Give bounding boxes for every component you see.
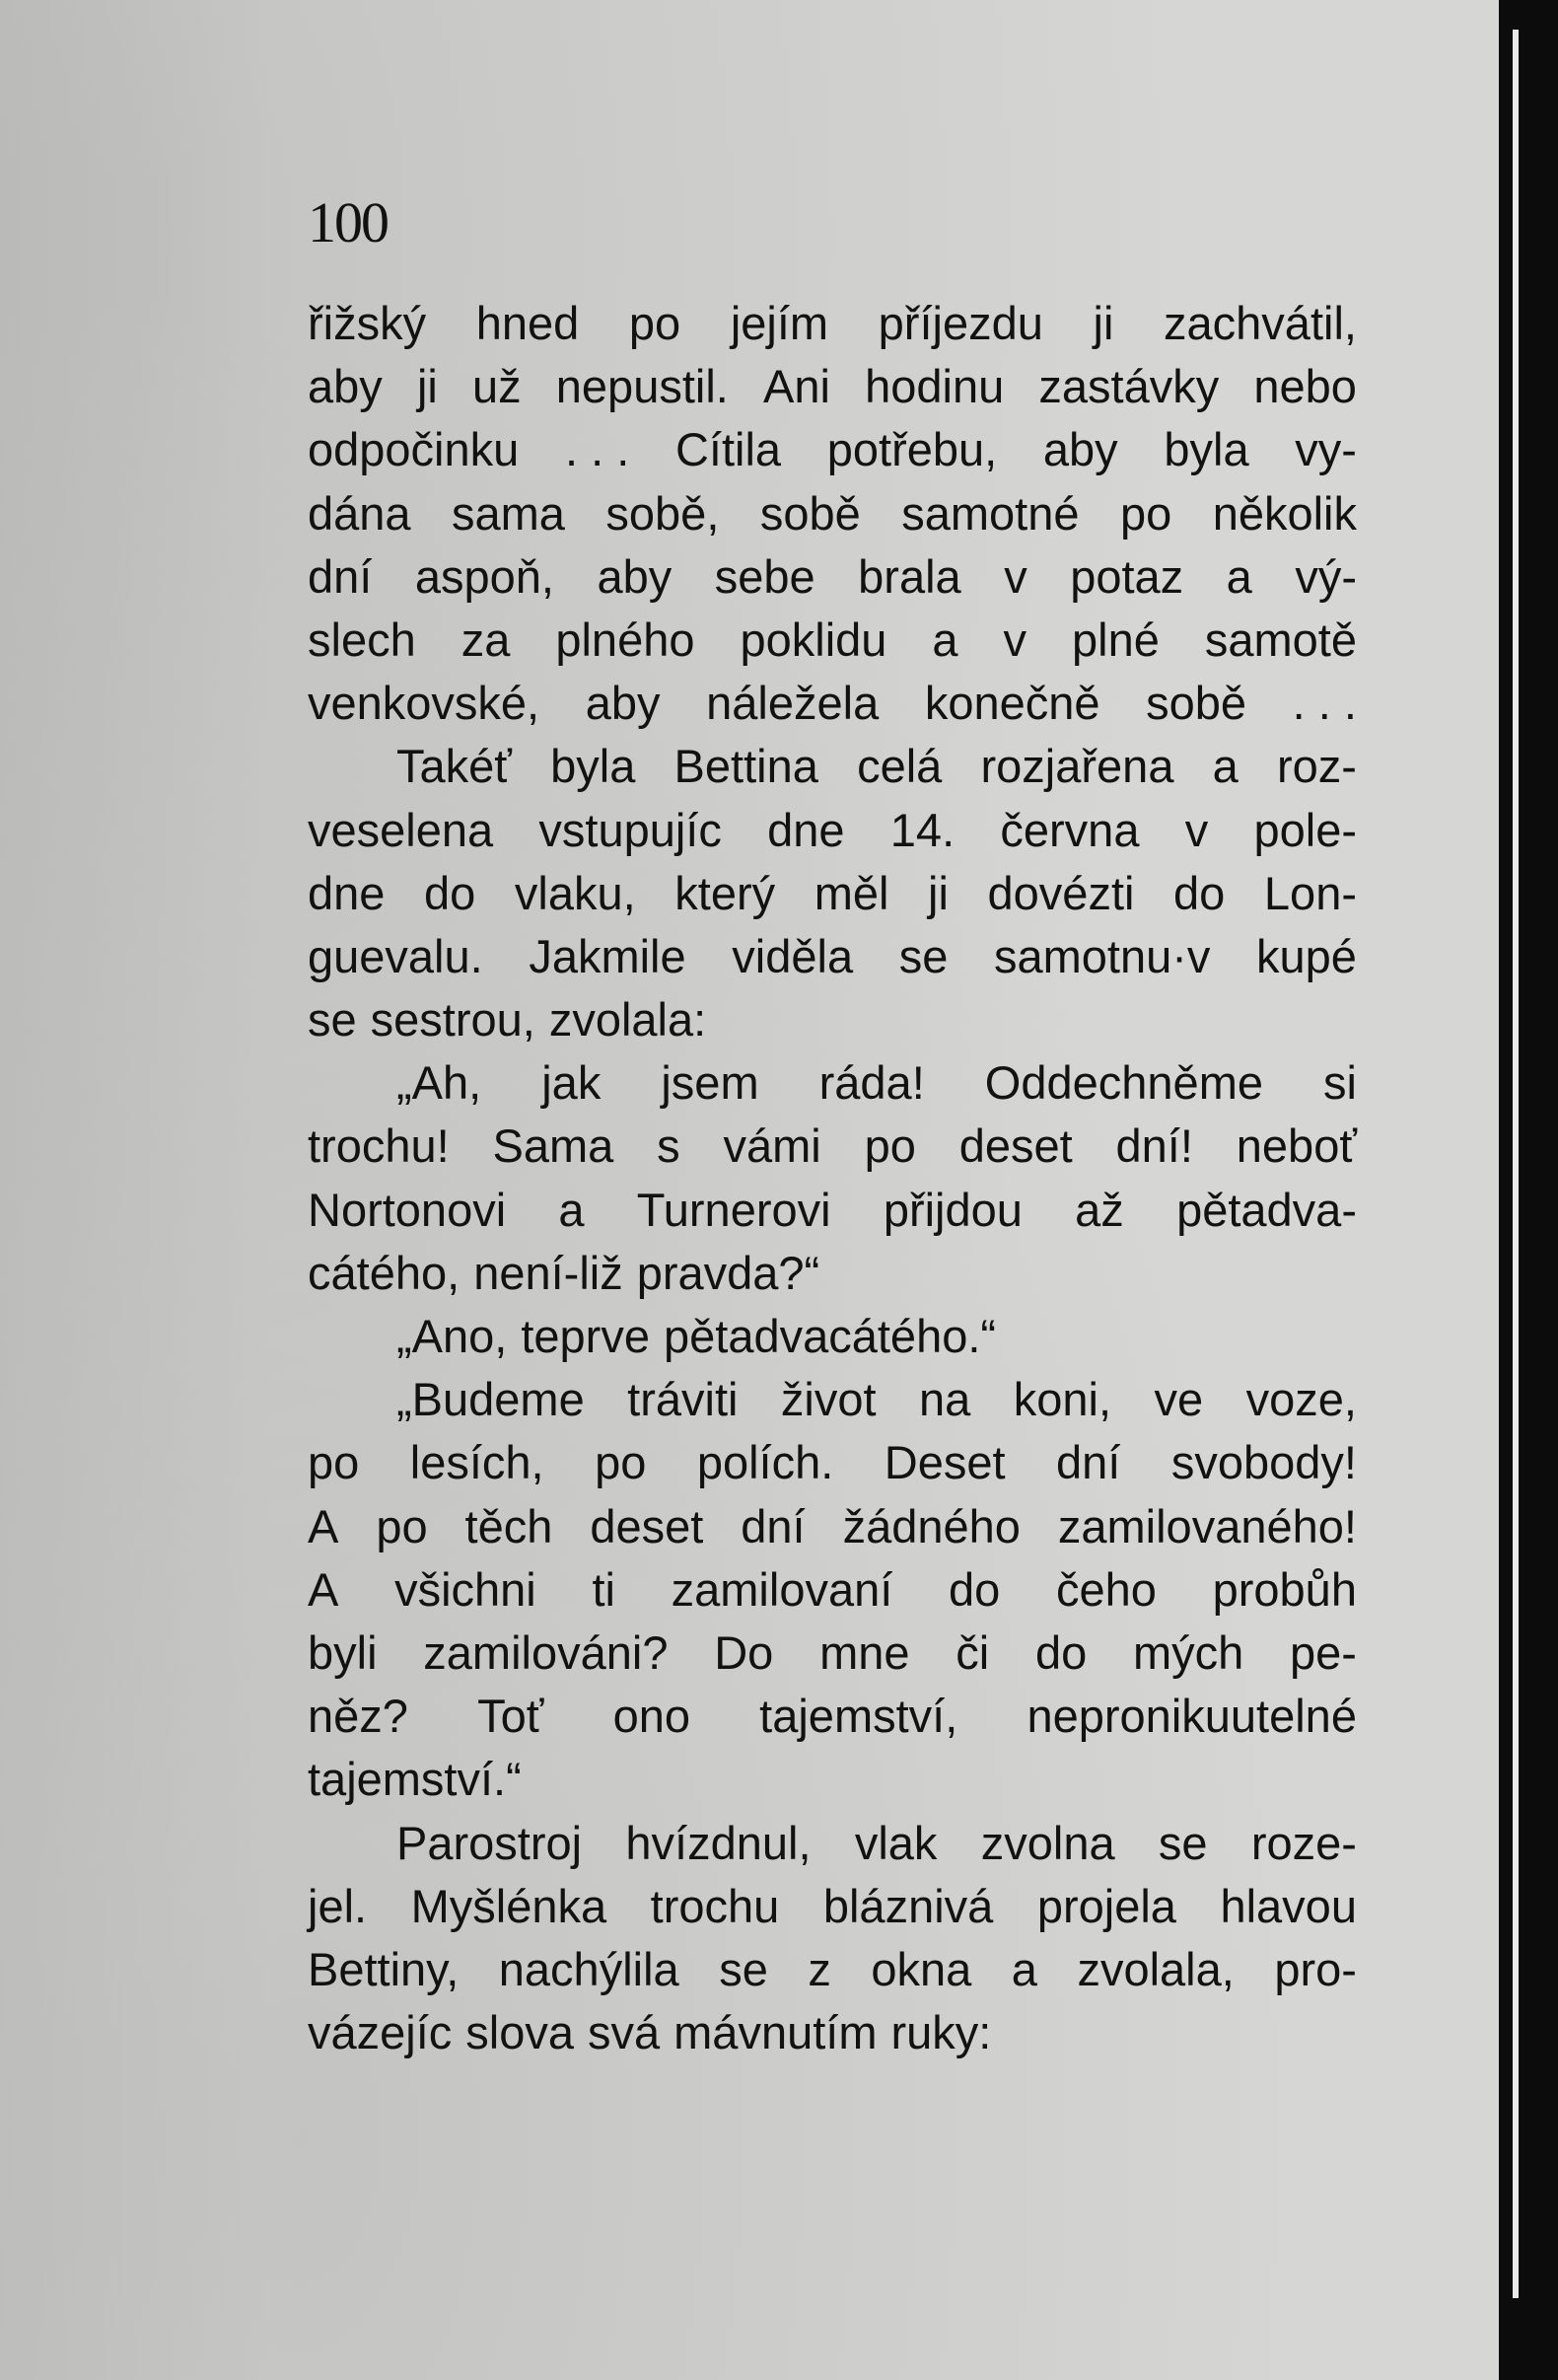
text-line	[308, 988, 1357, 1051]
word: „Ano,	[396, 1310, 508, 1362]
text-line	[308, 672, 1357, 735]
word: Sama	[492, 1119, 614, 1173]
text-line	[308, 1495, 1357, 1558]
word: hodinu	[865, 360, 1005, 413]
word: sobě	[1146, 677, 1247, 730]
word: Bettiny,	[308, 1942, 460, 1995]
text-line	[308, 1431, 1357, 1494]
word: polích.	[696, 1436, 834, 1489]
word: koni,	[1013, 1373, 1112, 1426]
word: těch	[464, 1499, 553, 1552]
word: a	[558, 1183, 585, 1236]
word: zvolna	[980, 1816, 1115, 1869]
word: plného	[555, 613, 695, 666]
word: ve	[1154, 1373, 1204, 1426]
word: nepronikuutelné	[1027, 1690, 1357, 1743]
text-line	[308, 1179, 1357, 1242]
text-line	[308, 735, 1357, 798]
word: lesích,	[409, 1436, 544, 1489]
word: všichni	[394, 1562, 536, 1616]
word: slova	[465, 2006, 575, 2059]
word: slech	[308, 613, 416, 666]
word: „Ah,	[396, 1056, 482, 1110]
word: vy-	[1295, 423, 1357, 476]
page-edge	[1499, 0, 1558, 2380]
word: zvolala:	[548, 993, 707, 1046]
word: zvolala,	[1077, 1942, 1235, 1995]
word: vázejíc	[308, 2006, 453, 2059]
word: a	[1212, 740, 1239, 793]
word: mávnutím	[673, 2006, 878, 2059]
word: trochu	[650, 1879, 780, 1932]
word: řižský	[308, 297, 427, 349]
word: do	[1173, 866, 1226, 919]
text-line	[308, 2001, 1357, 2064]
word: okna	[871, 1942, 972, 1995]
word: ji	[928, 866, 949, 919]
word: po	[595, 1436, 647, 1489]
word: nebo	[1253, 360, 1357, 413]
word: voze,	[1245, 1373, 1357, 1426]
word: příjezdu	[878, 297, 1043, 349]
word: nachýlila	[498, 1942, 679, 1995]
word: zastávky	[1038, 360, 1220, 413]
word: potřebu,	[826, 423, 998, 476]
word: tajemství,	[759, 1690, 958, 1743]
word: něz?	[308, 1690, 408, 1743]
text-line	[308, 925, 1357, 988]
word: pro-	[1274, 1942, 1357, 1995]
word: Oddechněme	[984, 1056, 1263, 1110]
word: pole-	[1253, 803, 1357, 856]
word: zamilovaného!	[1057, 1499, 1357, 1552]
word: z	[808, 1942, 831, 1995]
word: trochu!	[308, 1119, 450, 1173]
word: měl	[814, 866, 889, 919]
word: Cítila	[674, 423, 782, 476]
word: Ani	[763, 360, 830, 413]
word: nepustil.	[555, 360, 729, 413]
word: tráviti	[627, 1373, 739, 1426]
word: za	[460, 613, 511, 666]
word: roze-	[1250, 1816, 1357, 1869]
word: či	[956, 1625, 990, 1679]
word: zamilovaní	[671, 1562, 893, 1616]
word: hned	[475, 297, 580, 349]
word: se	[1158, 1816, 1208, 1869]
word: kupé	[1256, 929, 1357, 982]
word: tajemství.“	[308, 1753, 522, 1806]
text-line	[308, 545, 1357, 609]
word: teprve	[521, 1310, 650, 1362]
word: ono	[612, 1690, 690, 1743]
word: konečně	[924, 677, 1100, 730]
word: hvízdnul,	[625, 1816, 812, 1869]
word: aby	[585, 677, 661, 730]
word: dovézti	[987, 866, 1135, 919]
text-line	[308, 1115, 1357, 1178]
word: Do	[714, 1625, 774, 1679]
word: a	[1011, 1942, 1037, 1995]
word: aspoň,	[414, 549, 554, 603]
word: který	[674, 866, 776, 919]
word: sestrou,	[370, 993, 535, 1046]
word: vý-	[1295, 549, 1357, 603]
word: roz-	[1277, 740, 1357, 793]
word: vámi	[723, 1119, 821, 1173]
word: Nortonovi	[308, 1183, 507, 1236]
word: vlak	[854, 1816, 938, 1869]
word: svá	[588, 2006, 661, 2059]
word: neboť	[1236, 1119, 1357, 1173]
word: jejím	[730, 297, 829, 349]
word: mých	[1132, 1625, 1244, 1679]
word: guevalu.	[308, 929, 483, 982]
word: A	[308, 1499, 339, 1552]
word: v	[1004, 549, 1027, 603]
word: žádného	[842, 1499, 1021, 1552]
word: a	[932, 613, 958, 666]
page-edge-line	[1513, 30, 1519, 2298]
word: Myšlénka	[410, 1879, 607, 1932]
word: až	[1075, 1183, 1124, 1236]
word: se	[898, 929, 949, 982]
text-line	[308, 609, 1357, 672]
word: jel.	[308, 1879, 368, 1932]
word: 14.	[889, 803, 956, 856]
word: už	[471, 360, 522, 413]
word: Toť	[477, 1690, 544, 1743]
text-line	[308, 1622, 1357, 1685]
word: ji	[1093, 297, 1114, 349]
word: pětadvacátého.“	[663, 1310, 997, 1362]
text-line	[308, 1305, 1357, 1368]
word: dní	[1056, 1436, 1121, 1489]
text-line	[308, 1812, 1357, 1875]
word: rozjařena	[980, 740, 1174, 793]
text-line	[308, 799, 1357, 862]
word: v	[1184, 803, 1209, 856]
word: poklidu	[740, 613, 887, 666]
word: několik	[1212, 486, 1357, 540]
word: Lon-	[1263, 866, 1357, 919]
word: ti	[592, 1562, 615, 1616]
word: do	[424, 866, 476, 919]
word: dní	[741, 1499, 806, 1552]
word: do	[1034, 1625, 1088, 1679]
word: po	[308, 1436, 360, 1489]
word: A	[308, 1562, 339, 1616]
word: Deset	[884, 1436, 1006, 1489]
word: bláznivá	[822, 1879, 994, 1932]
text-line	[308, 1875, 1357, 1938]
word: „Budeme	[396, 1373, 585, 1426]
text-line	[308, 862, 1357, 925]
word: dne	[308, 866, 386, 919]
word: potaz	[1070, 549, 1184, 603]
word: venkovské,	[308, 677, 540, 730]
text-line	[308, 1938, 1357, 2001]
word: pravda?“	[636, 1246, 820, 1299]
word: život	[780, 1373, 877, 1426]
word: v	[1003, 613, 1027, 666]
word: dne	[767, 803, 845, 856]
word: a	[1226, 549, 1252, 603]
word: cátého,	[308, 1246, 460, 1299]
word: svobody!	[1170, 1436, 1357, 1489]
word: hlavou	[1220, 1879, 1357, 1932]
text-line	[308, 418, 1357, 481]
word: není-liž	[473, 1246, 623, 1299]
word: zachvátil,	[1164, 297, 1357, 349]
word: si	[1323, 1056, 1357, 1110]
word: aby	[597, 549, 673, 603]
word: samotné	[901, 486, 1080, 540]
word: čeho	[1055, 1562, 1157, 1616]
word: jsem	[661, 1056, 759, 1110]
word: odpočinku	[308, 423, 520, 476]
word: sama	[452, 486, 565, 540]
word: pe-	[1290, 1625, 1357, 1679]
text-line	[308, 1242, 1357, 1305]
word: zamilováni?	[423, 1625, 669, 1679]
word: probůh	[1212, 1562, 1357, 1616]
word: Takéť	[396, 740, 512, 793]
text-line	[308, 1558, 1357, 1622]
word: . . .	[564, 423, 630, 476]
word: pětadva-	[1176, 1183, 1357, 1236]
word: dána	[308, 486, 411, 540]
text-line	[308, 1051, 1357, 1115]
text-line	[308, 1685, 1357, 1748]
word: po	[1119, 486, 1172, 540]
word: náležela	[706, 677, 880, 730]
word: s	[657, 1119, 680, 1173]
text-line	[308, 292, 1357, 355]
text-line	[308, 355, 1357, 418]
word: aby	[308, 360, 383, 413]
word: deset	[958, 1119, 1073, 1173]
word: plné	[1072, 613, 1160, 666]
word: se	[719, 1942, 768, 1995]
word: do	[949, 1562, 1001, 1616]
word: mne	[819, 1625, 910, 1679]
word: byli	[308, 1625, 378, 1679]
page-number: 100	[308, 190, 388, 254]
word: byla	[1164, 423, 1249, 476]
word: Bettina	[673, 740, 818, 793]
word: samotnu·v	[993, 929, 1211, 982]
body-text	[308, 292, 1357, 2064]
word: vstupujíc	[538, 803, 722, 856]
word: projela	[1036, 1879, 1176, 1932]
word: dní!	[1115, 1119, 1193, 1173]
word: na	[919, 1373, 971, 1426]
word: brala	[858, 549, 961, 603]
word: aby	[1042, 423, 1118, 476]
word: byla	[550, 740, 636, 793]
word: se	[308, 993, 357, 1046]
word: ruky:	[890, 2006, 992, 2059]
text-line	[308, 1368, 1357, 1431]
word: jak	[541, 1056, 602, 1110]
word: viděla	[732, 929, 854, 982]
word: ji	[416, 360, 438, 413]
word: po	[628, 297, 681, 349]
word: dní	[308, 549, 373, 603]
word: přijdou	[883, 1183, 1023, 1236]
word: sebe	[714, 549, 815, 603]
text-line	[308, 482, 1357, 545]
word: sobě,	[605, 486, 720, 540]
word: ráda!	[818, 1056, 925, 1110]
word: veselena	[308, 803, 494, 856]
word: po	[864, 1119, 916, 1173]
word: . . .	[1292, 677, 1357, 730]
word: června	[1000, 803, 1140, 856]
text-line	[308, 1748, 1357, 1811]
word: Turnerovi	[636, 1183, 831, 1236]
word: Parostroj	[396, 1816, 583, 1869]
word: po	[376, 1499, 428, 1552]
word: samotě	[1204, 613, 1357, 666]
word: celá	[857, 740, 943, 793]
word: sobě	[759, 486, 861, 540]
word: vlaku,	[514, 866, 636, 919]
word: deset	[590, 1499, 704, 1552]
word: Jakmile	[529, 929, 686, 982]
